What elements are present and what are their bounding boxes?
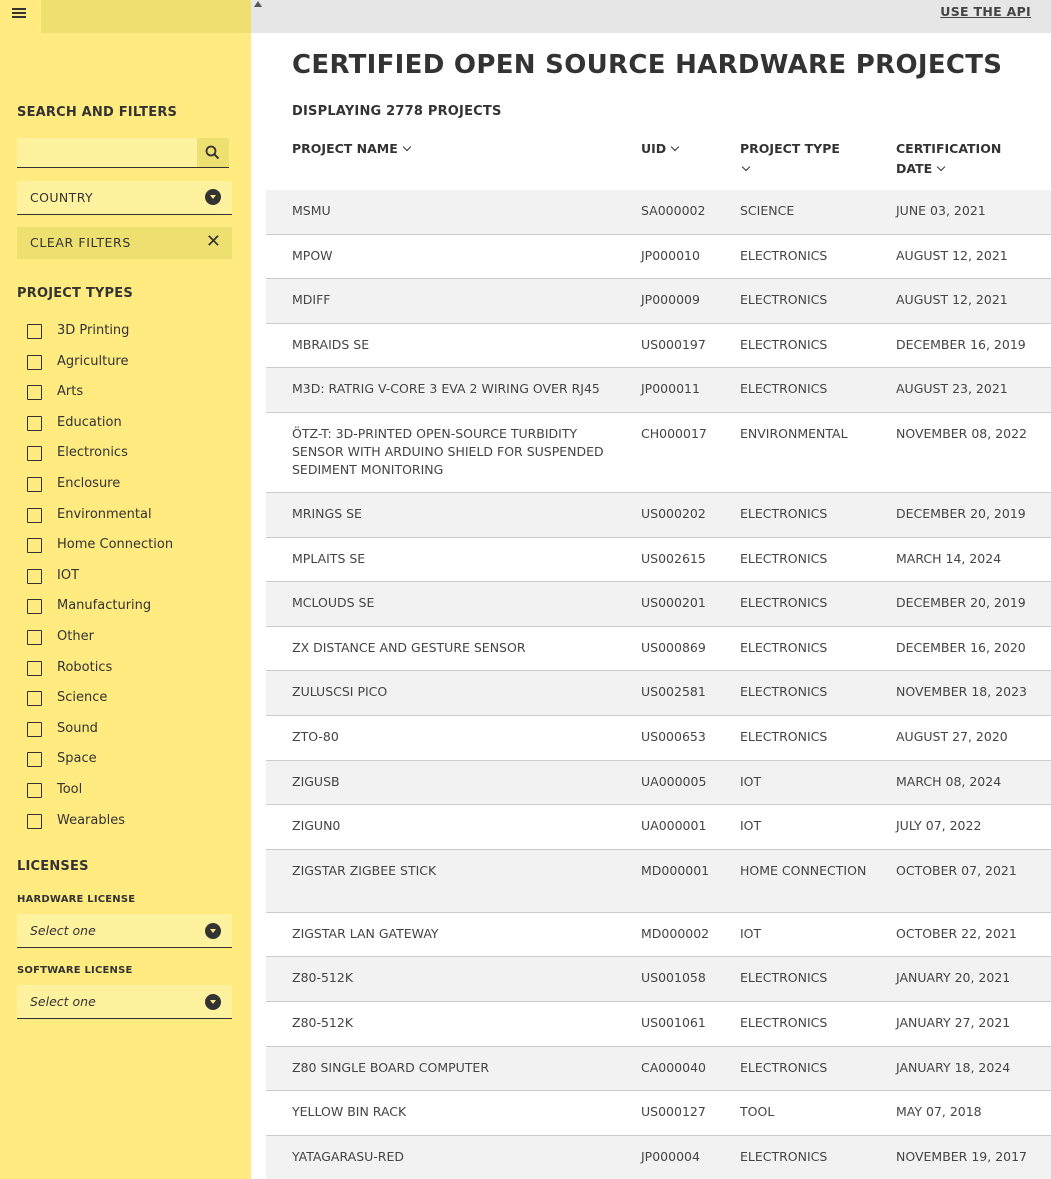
licenses-title: LICENSES [17, 859, 89, 874]
search-input[interactable] [17, 138, 197, 168]
certification-date-cell: NOVEMBER 18, 2023 [896, 684, 1027, 700]
uid-cell: US000127 [641, 1104, 706, 1120]
table-row[interactable] [266, 761, 1051, 806]
checkbox[interactable] [27, 477, 42, 492]
project-count: DISPLAYING 2778 PROJECTS [292, 104, 502, 119]
search-button[interactable] [197, 138, 229, 168]
uid-cell: UA000001 [641, 818, 707, 834]
project-type-label: Education [57, 414, 122, 430]
uid-cell: US000653 [641, 728, 706, 744]
project-type-cell: ELECTRONICS [740, 550, 828, 566]
project-name-cell[interactable]: ZULUSCSI PICO [292, 684, 388, 700]
checkbox[interactable] [27, 661, 42, 676]
project-type-cell: SCIENCE [740, 203, 795, 218]
certification-date-cell: NOVEMBER 08, 2022 [896, 425, 1027, 441]
clear-filters-button[interactable] [17, 227, 232, 259]
column-header-project-type-label: PROJECT TYPE [740, 141, 840, 156]
project-name-cell[interactable]: Z80-512K [292, 1014, 354, 1030]
table-row[interactable] [266, 850, 1051, 913]
hamburger-icon[interactable] [6, 4, 34, 22]
checkbox[interactable] [27, 446, 42, 461]
certification-date-cell: DECEMBER 16, 2020 [896, 639, 1026, 655]
projects-table [266, 190, 1051, 1179]
certification-date-cell: OCTOBER 22, 2021 [896, 925, 1017, 941]
project-type-cell: TOOL [740, 1104, 775, 1120]
sidebar-topbar-shade [41, 0, 251, 33]
project-type-cell: ELECTRONICS [740, 595, 828, 611]
table-row[interactable] [266, 324, 1051, 369]
project-type-cell: ELECTRONICS [740, 1148, 828, 1164]
scroll-up-arrow-icon[interactable] [254, 1, 262, 7]
project-type-label: Science [57, 690, 108, 706]
checkbox[interactable] [27, 752, 42, 767]
table-row[interactable] [266, 1047, 1051, 1092]
uid-cell: MD000001 [641, 862, 710, 878]
column-header-uid-label: UID [641, 141, 667, 156]
table-row[interactable] [266, 1091, 1051, 1136]
checkbox[interactable] [27, 385, 42, 400]
chevron-down-icon [671, 143, 679, 151]
certification-date-cell: JUNE 03, 2021 [896, 203, 986, 218]
certification-date-cell: DECEMBER 20, 2019 [896, 505, 1026, 521]
project-type-cell: ELECTRONICS [740, 292, 828, 308]
uid-cell: US002615 [641, 550, 706, 566]
table-row[interactable] [266, 957, 1051, 1002]
project-type-cell: ELECTRONICS [740, 247, 828, 263]
uid-cell: CA000040 [641, 1059, 706, 1075]
certification-date-cell: DECEMBER 16, 2019 [896, 336, 1026, 352]
table-row[interactable] [266, 671, 1051, 716]
chevron-down-icon [205, 994, 221, 1010]
column-header-project-type[interactable] [740, 139, 860, 179]
column-header-project-name-label: PROJECT NAME [292, 141, 398, 156]
table-row[interactable] [266, 805, 1051, 850]
project-type-cell: ELECTRONICS [740, 381, 828, 397]
certification-date-cell: AUGUST 12, 2021 [896, 247, 1008, 263]
uid-cell: US000869 [641, 639, 706, 655]
use-api-link[interactable]: USE THE API [940, 4, 1031, 19]
certification-date-cell: AUGUST 27, 2020 [896, 728, 1008, 744]
project-type-label: 3D Printing [57, 323, 130, 338]
project-name-cell[interactable]: ZIGUSB [292, 773, 340, 789]
project-name-cell[interactable]: ZIGSTAR ZIGBEE STICK [292, 862, 437, 878]
project-type-label: Environmental [57, 506, 152, 522]
project-name-cell[interactable]: ZX DISTANCE AND GESTURE SENSOR [292, 639, 526, 655]
certification-date-cell: MAY 07, 2018 [896, 1104, 982, 1120]
table-row[interactable] [266, 582, 1051, 627]
column-header-certification-date[interactable] [896, 139, 1026, 179]
column-header-uid[interactable] [641, 139, 678, 159]
uid-cell: US000202 [641, 505, 706, 521]
project-name-cell[interactable]: MPOW [292, 247, 333, 263]
table-row[interactable] [266, 627, 1051, 672]
table-row[interactable] [266, 235, 1051, 280]
table-row[interactable] [266, 368, 1051, 413]
project-name-cell[interactable]: YELLOW BIN RACK [292, 1104, 407, 1120]
table-row[interactable] [266, 716, 1051, 761]
checkbox[interactable] [27, 355, 42, 370]
project-type-label: Robotics [57, 659, 113, 675]
search-icon [205, 145, 220, 160]
table-row[interactable] [266, 1002, 1051, 1047]
project-type-cell: HOME CONNECTION [740, 862, 867, 878]
uid-cell: UA000005 [641, 773, 707, 789]
project-type-label: Agriculture [57, 353, 129, 369]
project-type-label: Tool [57, 782, 83, 797]
project-type-cell: ELECTRONICS [740, 505, 828, 521]
project-type-cell: ELECTRONICS [740, 684, 828, 700]
certification-date-cell: MARCH 14, 2024 [896, 550, 1002, 566]
uid-cell: SA000002 [641, 203, 706, 218]
uid-cell: CH000017 [641, 425, 707, 441]
hardware-license-select[interactable] [17, 914, 232, 948]
project-type-cell: IOT [740, 773, 762, 789]
project-name-cell[interactable]: M3D: RATRIG V-CORE 3 EVA 2 WIRING OVER RJ45 [292, 381, 600, 397]
software-license-select[interactable] [17, 985, 232, 1019]
project-name-cell[interactable]: ÖTZ-T: 3D-PRINTED OPEN-SOURCE TURBIDITY SENSOR WITH ARDUINO SHIELD FOR SUSPENDED SEDIMENT MONITORING [292, 425, 604, 477]
project-name-cell[interactable]: MCLOUDS SE [292, 595, 375, 611]
project-name-cell[interactable]: ZTO-80 [292, 728, 339, 744]
hardware-license-title: HARDWARE LICENSE [17, 894, 136, 905]
hardware-license-value: Select one [30, 923, 96, 938]
checkbox[interactable] [27, 783, 42, 798]
checkbox[interactable] [27, 722, 42, 737]
project-type-label: Wearables [57, 812, 126, 828]
table-row[interactable] [266, 413, 1051, 493]
uid-cell: US001058 [641, 970, 706, 986]
project-type-label: Enclosure [57, 476, 121, 491]
project-name-cell[interactable]: Z80 SINGLE BOARD COMPUTER [292, 1059, 490, 1075]
project-type-label: Space [57, 751, 97, 767]
project-type-cell: ELECTRONICS [740, 970, 828, 986]
certification-date-cell: AUGUST 23, 2021 [896, 381, 1008, 397]
uid-cell: JP000009 [641, 292, 700, 308]
uid-cell: MD000002 [641, 925, 710, 941]
project-name-cell[interactable]: MRINGS SE [292, 505, 362, 521]
project-types-title: PROJECT TYPES [17, 286, 133, 301]
checkbox[interactable] [27, 569, 42, 584]
uid-cell: US002581 [641, 684, 706, 700]
table-row[interactable] [266, 279, 1051, 324]
project-name-cell[interactable]: MBRAIDS SE [292, 336, 370, 352]
column-header-project-name[interactable] [292, 139, 410, 159]
project-type-label: Home Connection [57, 537, 174, 553]
checkbox[interactable] [27, 416, 42, 431]
project-type-label: Electronics [57, 445, 128, 461]
certification-date-cell: OCTOBER 07, 2021 [896, 862, 1017, 878]
column-header-date-line1: CERTIFICATION [896, 141, 1002, 156]
project-name-cell[interactable]: ZIGUN0 [292, 818, 341, 834]
uid-cell: JP000004 [641, 1148, 700, 1164]
chevron-down-icon [742, 163, 750, 171]
project-name-cell[interactable]: ZIGSTAR LAN GATEWAY [292, 925, 439, 941]
checkbox[interactable] [27, 691, 42, 706]
project-type-cell: IOT [740, 818, 762, 834]
uid-cell: US000201 [641, 595, 706, 611]
project-name-cell[interactable]: MDIFF [292, 292, 331, 308]
project-type-cell: ELECTRONICS [740, 639, 828, 655]
chevron-down-icon [937, 163, 945, 171]
project-type-cell: ELECTRONICS [740, 728, 828, 744]
software-license-title: SOFTWARE LICENSE [17, 965, 133, 976]
checkbox[interactable] [27, 508, 42, 523]
top-bar [251, 0, 1051, 33]
certification-date-cell: DECEMBER 20, 2019 [896, 595, 1026, 611]
project-type-label: Sound [57, 720, 98, 736]
project-type-cell: ELECTRONICS [740, 1014, 828, 1030]
certification-date-cell: JANUARY 20, 2021 [896, 970, 1011, 986]
clear-filters-label: CLEAR FILTERS [30, 235, 131, 250]
certification-date-cell: AUGUST 12, 2021 [896, 292, 1008, 308]
checkbox[interactable] [27, 630, 42, 645]
project-name-cell[interactable]: YATAGARASU-RED [292, 1148, 405, 1164]
table-row[interactable] [266, 538, 1051, 583]
uid-cell: JP000011 [641, 381, 700, 397]
table-row[interactable] [266, 190, 1051, 235]
close-icon: ✕ [205, 231, 221, 252]
sidebar-topbar [0, 0, 251, 33]
table-row[interactable] [266, 1136, 1051, 1179]
certification-date-cell: NOVEMBER 19, 2017 [896, 1148, 1027, 1164]
project-name-cell[interactable]: Z80-512K [292, 970, 354, 986]
project-type-label: Manufacturing [57, 598, 152, 614]
uid-cell: US001061 [641, 1014, 706, 1030]
checkbox[interactable] [27, 538, 42, 553]
page-title: CERTIFIED OPEN SOURCE HARDWARE PROJECTS [292, 50, 1003, 80]
project-type-cell: ELECTRONICS [740, 1059, 828, 1075]
table-row[interactable] [266, 493, 1051, 538]
chevron-down-icon [403, 143, 411, 151]
project-type-cell: ENVIRONMENTAL [740, 425, 848, 441]
certification-date-cell: MARCH 08, 2024 [896, 773, 1002, 789]
checkbox[interactable] [27, 599, 42, 614]
column-header-date-line2: DATE [896, 161, 933, 176]
project-type-label: Arts [57, 384, 84, 400]
project-name-cell[interactable]: MSMU [292, 203, 331, 218]
uid-cell: US000197 [641, 336, 706, 352]
search-filters-title: SEARCH AND FILTERS [17, 105, 178, 120]
checkbox[interactable] [27, 324, 42, 339]
software-license-value: Select one [30, 994, 96, 1009]
project-type-cell: ELECTRONICS [740, 336, 828, 352]
certification-date-cell: JANUARY 27, 2021 [896, 1014, 1011, 1030]
project-name-cell[interactable]: MPLAITS SE [292, 550, 366, 566]
project-type-cell: IOT [740, 925, 762, 941]
chevron-down-icon [205, 189, 221, 205]
checkbox[interactable] [27, 814, 42, 829]
country-select[interactable] [17, 181, 232, 215]
certification-date-cell: JULY 07, 2022 [896, 818, 982, 834]
uid-cell: JP000010 [641, 247, 700, 263]
project-type-label: Other [57, 629, 94, 644]
country-label: COUNTRY [30, 190, 94, 205]
sidebar [0, 0, 251, 1179]
table-row[interactable] [266, 913, 1051, 958]
certification-date-cell: JANUARY 18, 2024 [896, 1059, 1011, 1075]
project-type-label: IOT [57, 567, 80, 583]
chevron-down-icon [205, 923, 221, 939]
